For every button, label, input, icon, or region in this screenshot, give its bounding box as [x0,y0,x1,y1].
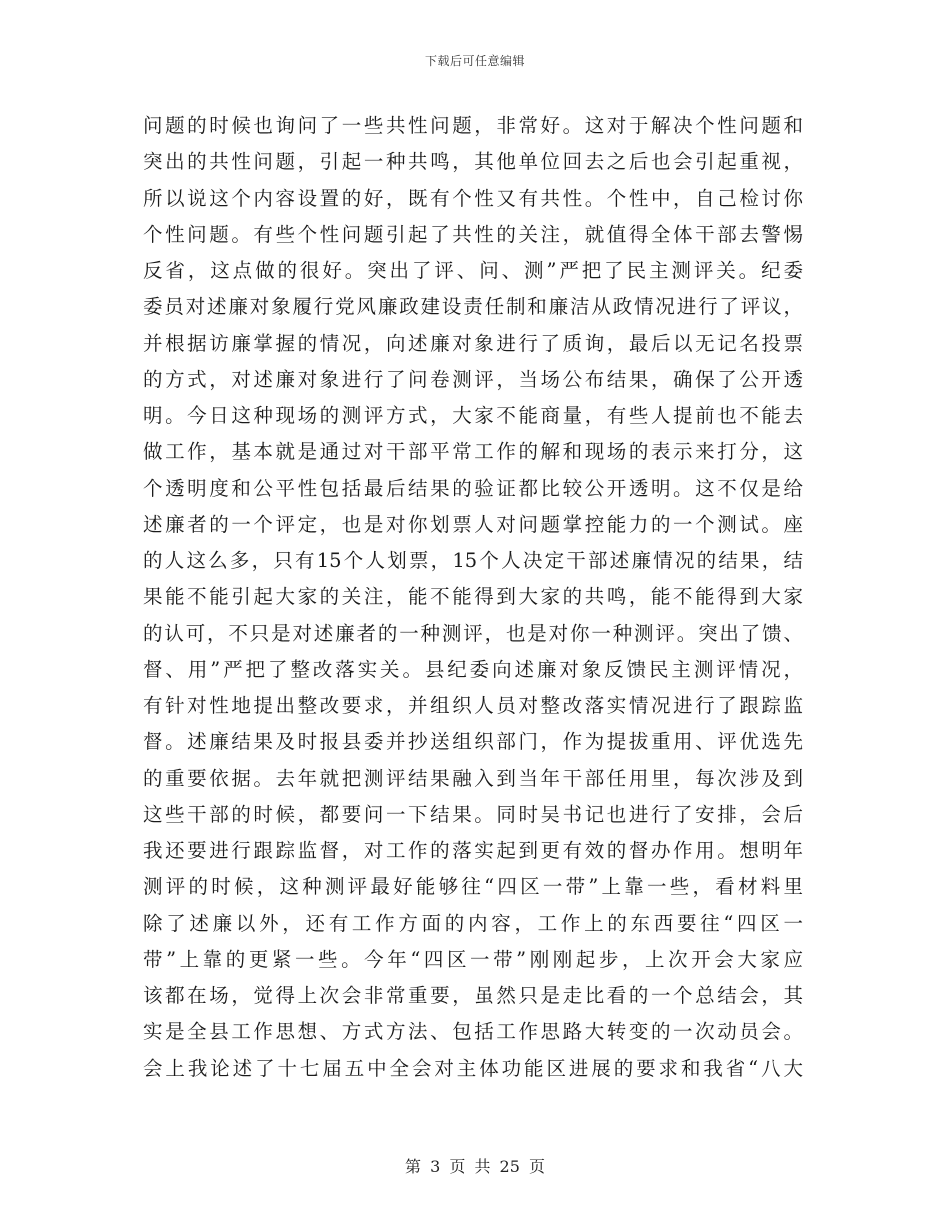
text-line: 这些干部的时候，都要问一下结果。同时吴书记也进行了安排，会后 [143,802,803,826]
text-line: 的人这么多，只有15个人划票，15个人决定干部述廉情况的结果，结 [143,549,803,572]
text-line: 实是全县工作思想、方式方法、包括工作思路大转变的一次动员会。 [143,1020,803,1044]
body-text [143,108,803,1087]
text-line: 个性问题。有些个性问题引起了共性的关注，就值得全体干部去警惕 [143,222,803,246]
text-line: 的认可，不只是对述廉者的一种测评，也是对你一种测评。突出了馈、 [143,621,803,645]
text-line: 述廉者的一个评定，也是对你划票人对问题掌控能力的一个测试。座 [143,512,803,536]
text-line: 该都在场，觉得上次会非常重要，虽然只是走比看的一个总结会，其 [143,984,803,1007]
text-line: 测评的时候，这种测评最好能够往“四区一带”上靠一些，看材料里 [143,875,803,899]
text-line: 除了述廉以外，还有工作方面的内容，工作上的东西要往“四区一 [143,911,803,935]
text-line: 突出的共性问题，引起一种共鸣，其他单位回去之后也会引起重视， [143,150,803,174]
text-line: 的方式，对述廉对象进行了问卷测评，当场公布结果，确保了公开透 [143,367,803,391]
text-line: 有针对性地提出整改要求，并组织人员对整改落实情况进行了跟踪监 [143,694,803,717]
text-line: 明。今日这种现场的测评方式，大家不能商量，有些人提前也不能去 [143,404,803,427]
text-line: 果能不能引起大家的关注，能不能得到大家的共鸣，能不能得到大家 [143,585,803,609]
page-header: 下载后可任意编辑 [424,54,525,68]
text-line: 的重要依据。去年就把测评结果融入到当年干部任用里，每次涉及到 [143,766,803,790]
page-number-footer: 第 3 页 共 25 页 [405,1157,545,1176]
text-line: 会上我论述了十七届五中全会对主体功能区进展的要求和我省“八大 [143,1056,803,1080]
text-line: 并根据访廉掌握的情况，向述廉对象进行了质询，最后以无记名投票 [143,331,803,355]
text-line: 反省，这点做的很好。突出了评、问、测”严把了民主测评关。纪委 [143,259,803,282]
text-line: 带”上靠的更紧一些。今年“四区一带”刚刚起步，上次开会大家应 [143,947,803,971]
text-line: 委员对述廉对象履行党风廉政建设责任制和廉洁从政情况进行了评议， [143,295,803,319]
text-line: 问题的时候也询问了一些共性问题，非常好。这对于解决个性问题和 [143,114,803,137]
text-line: 所以说这个内容设置的好，既有个性又有共性。个性中，自己检讨你 [143,186,803,210]
text-line: 我还要进行跟踪监督，对工作的落实起到更有效的督办作用。想明年 [143,839,803,862]
text-line: 督、用”严把了整改落实关。县纪委向述廉对象反馈民主测评情况， [143,657,803,681]
text-line: 个透明度和公平性包括最后结果的验证都比较公开透明。这不仅是给 [143,476,803,500]
text-line: 做工作，基本就是通过对干部平常工作的解和现场的表示来打分，这 [143,440,803,464]
text-line: 督。述廉结果及时报县委并抄送组织部门，作为提拔重用、评优选先 [143,730,803,754]
